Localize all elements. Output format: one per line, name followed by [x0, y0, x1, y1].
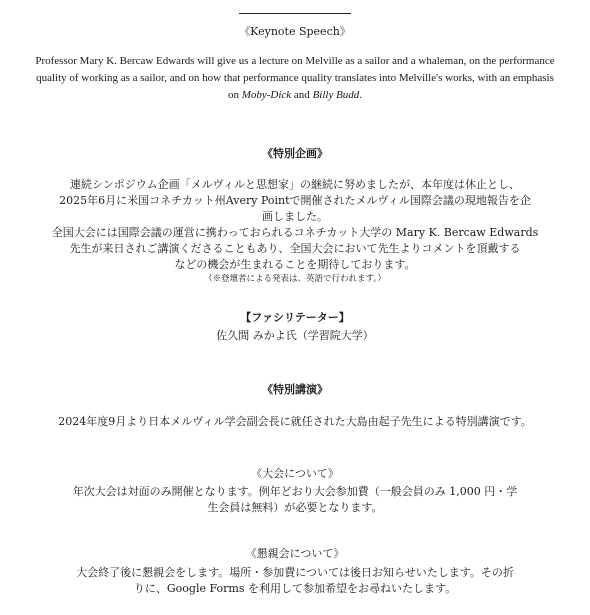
keynote-and: and	[291, 89, 313, 101]
special-project-line: などの機会が生まれることを期待しております。	[174, 258, 416, 271]
special-project-line: 連続シンポジウム企画「メルヴィルと思想家」の継続に努めましたが、本年度は休止とし、	[70, 178, 520, 191]
reception-heading: 《懇親会について》	[245, 547, 345, 560]
special-project-line: 画しました。	[262, 210, 328, 223]
special-lecture-heading: 《特別講演》	[262, 383, 328, 396]
conference-line: 生会員は無料）が必要となります。	[207, 501, 383, 514]
facilitator-label: 【ファシリテーター】	[240, 311, 350, 324]
special-project-line: 2025年6月に米国コネチカット州Avery Pointで開催されたメルヴィル国際会議の現地報告を企	[59, 194, 531, 207]
keynote-text: Professor Mary K. Bercaw Edwards will give us a lecture on Melville as a sailor and a whaleman, on the performance quality of working as a sailor, and on how that performance quality translates into Melville's works, with an emphasis on	[35, 55, 555, 101]
special-project-line: 全国大会には国際会議の運営に携わっておられるコネチカット大学の Mary K. Bercaw Edwards	[51, 226, 539, 239]
special-project-line: 先生が来日されご講演くださることもあり、全国大会において先生よりコメントを頂戴する	[69, 242, 521, 255]
language-note: （※登壇者による発表は、英語で行われます。）	[203, 274, 387, 284]
conference-heading: 《大会について》	[251, 467, 339, 480]
book-title-moby-dick: Moby-Dick	[241, 89, 292, 101]
reception-line: りに、Google Forms を利用して参加希望をお尋ねいたします。	[133, 582, 457, 595]
conference-line: 年次大会は対面のみ開催となります。例年どおり大会参加費（一般会員のみ 1,000 円・学	[72, 485, 518, 498]
keynote-period: .	[359, 89, 363, 101]
keynote-heading: 《Keynote Speech》	[239, 25, 351, 38]
special-project-body	[0, 177, 590, 285]
book-title-billy-budd: Billy Budd	[312, 89, 360, 101]
facilitator-name: 佐久間 みかよ氏（学習院大学）	[216, 329, 374, 342]
keynote-paragraph	[30, 53, 560, 104]
special-lecture-text: 2024年度9月より日本メルヴィル学会副会長に就任された大島由起子先生による特別講演です。	[58, 415, 532, 428]
special-project-heading: 《特別企画》	[262, 147, 328, 160]
top-divider	[239, 13, 351, 14]
reception-body	[0, 565, 590, 597]
conference-body	[0, 484, 590, 516]
reception-line: 大会終了後に懇親会をします。場所・参加費については後日お知らせいたします。その折	[76, 566, 514, 579]
